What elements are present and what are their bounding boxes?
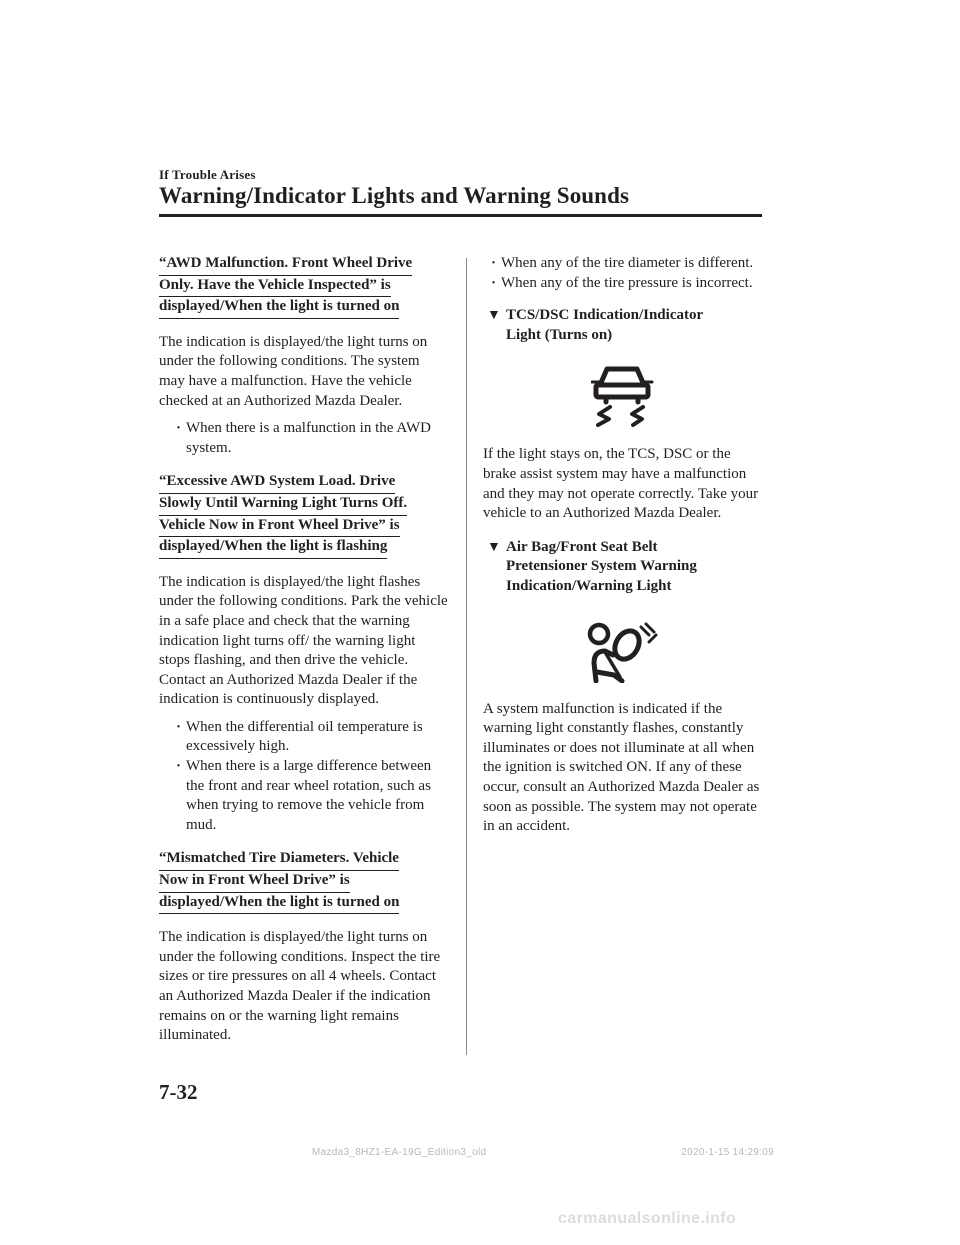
heading-line: Air Bag/Front Seat Belt (506, 538, 658, 555)
tire-mismatch-paragraph: The indication is displayed/the light turns on under the following conditions. Inspect the tire sizes or tire pressures on all 4 wheels. Contact an Authorized Mazda Dealer if the indication remains on or the warning light remains illuminated. (159, 929, 441, 1044)
list-item: · When any of the tire diameter is different. (483, 254, 763, 274)
heading-line: “Mismatched Tire Diameters. Vehicle (159, 849, 399, 871)
tcs-dsc-heading (483, 306, 763, 345)
list-item: · When the differential oil temperature is excessively high. (159, 718, 449, 757)
heading-line: Vehicle Now in Front Wheel Drive” is (159, 516, 400, 538)
page-title: Warning/Indicator Lights and Warning Sounds (159, 183, 630, 208)
awd-load-conditions (159, 718, 449, 836)
footer-datetime: 2020-1-15 14:29:09 (681, 1147, 774, 1158)
triangle-bullet-icon: ▼ (487, 539, 501, 555)
subhead-text (506, 306, 703, 345)
list-item: · When any of the tire pressure is incorrect. (483, 274, 763, 294)
airbag-seated-passenger-icon (586, 621, 660, 683)
tire-mismatch-conditions (483, 254, 763, 293)
heading-line: displayed/When the light is turned on (159, 893, 399, 915)
left-column (159, 254, 449, 1046)
heading-line: Only. Have the Vehicle Inspected” is (159, 276, 391, 298)
heading-line: Pretensioner System Warning (506, 558, 697, 575)
awd-load-paragraph: The indication is displayed/the light flashes under the following conditions. Park the vehicle in a safe place and check that the warning indication light turns off/ the warning light stops flashing, and then drive the vehicle. Contact an Authorized Mazda Dealer if the indication is continuously displayed. (159, 573, 448, 708)
footer-filename: Mazda3_8HZ1-EA-19G_Edition3_old (312, 1147, 487, 1158)
heading-line: “AWD Malfunction. Front Wheel Drive (159, 254, 412, 276)
awd-malfunction-conditions (159, 419, 449, 458)
heading-line: Light (Turns on) (506, 326, 613, 343)
list-item: · When there is a large difference between the front and rear wheel rotation, such as when trying to remove the vehicle from mud. (159, 757, 449, 835)
triangle-bullet-icon: ▼ (487, 308, 501, 324)
heading-line: TCS/DSC Indication/Indicator (506, 307, 704, 324)
airbag-indicator (483, 621, 763, 685)
tcs-dsc-indicator (483, 365, 763, 435)
column-divider (466, 258, 467, 1055)
tcs-dsc-paragraph: If the light stays on, the TCS, DSC or the brake assist system may have a malfunction and they may not operate correctly. Take your vehicle to an Authorized Mazda Dealer. (483, 446, 759, 522)
awd-load-heading (159, 472, 449, 558)
watermark: carmanualsonline.info (558, 1210, 737, 1227)
list-item: · When there is a malfunction in the AWD system. (159, 419, 449, 458)
right-column (483, 254, 763, 837)
tcs-dsc-skid-car-icon (591, 365, 655, 427)
heading-line: Indication/Warning Light (506, 577, 672, 594)
heading-line: Slowly Until Warning Light Turns Off. (159, 494, 407, 516)
heading-line: displayed/When the light is flashing (159, 537, 387, 559)
subhead-text (506, 538, 697, 597)
airbag-heading (483, 538, 763, 597)
heading-line: Now in Front Wheel Drive” is (159, 871, 350, 893)
heading-line: displayed/When the light is turned on (159, 297, 399, 319)
page-number: 7-32 (159, 1080, 198, 1104)
tire-mismatch-heading (159, 849, 449, 914)
title-rule (159, 214, 762, 217)
airbag-paragraph: A system malfunction is indicated if the warning light constantly flashes, constantly illuminates or does not illuminate at all when the ignition is switched ON. If any of these occur, consult an Authorized Mazda Dealer as soon as possible. The system may not operate in an accident. (483, 700, 760, 835)
awd-malfunction-heading (159, 254, 449, 319)
heading-line: “Excessive AWD System Load. Drive (159, 472, 395, 494)
awd-malfunction-paragraph: The indication is displayed/the light turns on under the following conditions. The system may have a malfunction. Have the vehicle checked at an Authorized Mazda Dealer. (159, 333, 428, 409)
section-label: If Trouble Arises (159, 167, 256, 182)
